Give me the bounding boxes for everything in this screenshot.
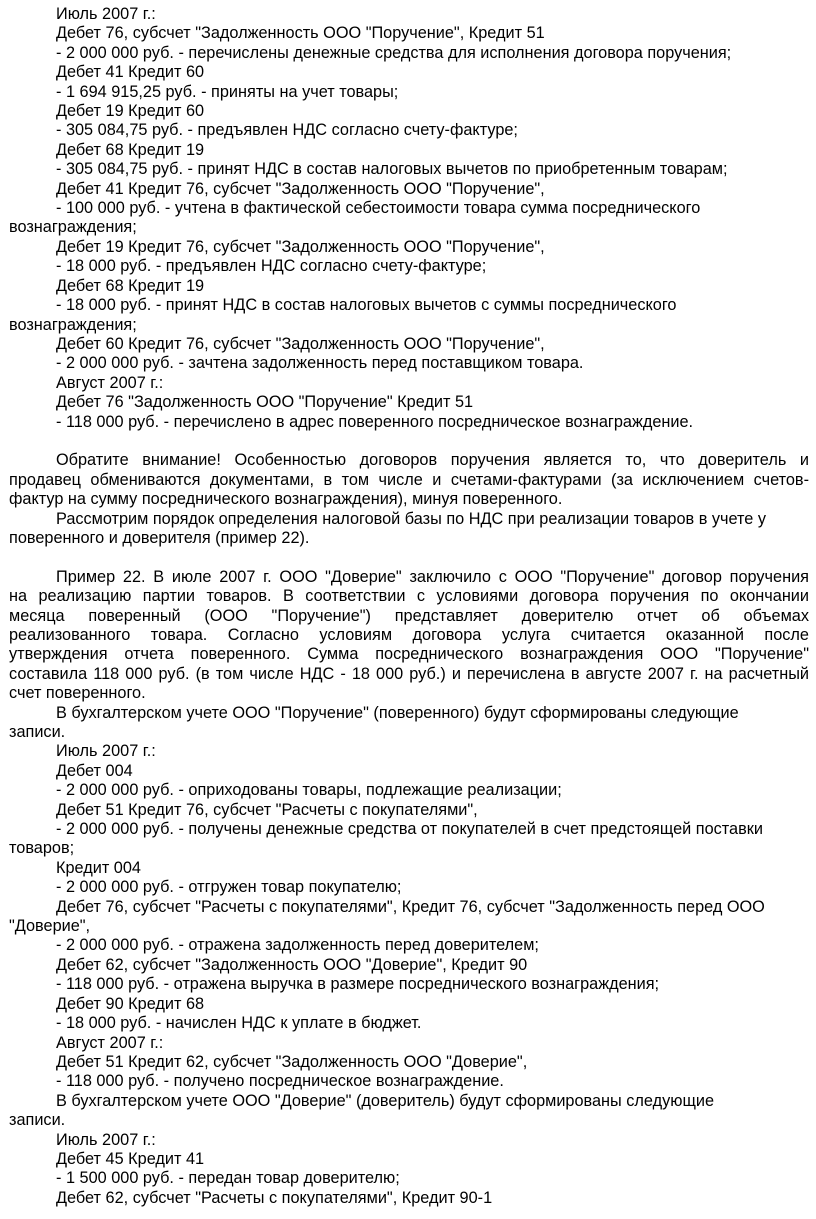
text-line: - 2 000 000 руб. - отгружен товар покупателю; (56, 878, 402, 897)
text-line: Кредит 004 (56, 858, 141, 877)
text-line: Дебет 45 Кредит 41 (56, 1149, 205, 1168)
text-line: В бухгалтерском учете ООО "Поручение" (поверенного) будут сформированы следующие (56, 703, 739, 722)
text-line: - 118 000 руб. - перечислено в адрес поверенного посредническое вознаграждение. (56, 412, 694, 431)
text-line: Дебет 41 Кредит 76, субсчет "Задолженность ООО "Поручение", (56, 179, 545, 198)
text-line: Дебет 19 Кредит 60 (56, 102, 205, 121)
text-line: записи. (9, 1111, 66, 1130)
text-line: - 2 000 000 руб. - зачтена задолженность перед поставщиком товара. (56, 354, 584, 373)
text-line: Дебет 68 Кредит 19 (56, 276, 205, 295)
text-line: Обратите внимание! Особенностью договоров поручения является то, что доверитель и (56, 451, 809, 470)
text-line: Дебет 62, субсчет "Расчеты с покупателями", Кредит 90-1 (56, 1188, 493, 1207)
text-line: вознаграждения; (9, 315, 137, 334)
text-line: Рассмотрим порядок определения налоговой базы по НДС при реализации товаров в учете у (56, 509, 767, 528)
text-line: счет поверенного. (9, 684, 146, 703)
text-line: вознаграждения; (9, 218, 137, 237)
text-line: В бухгалтерском учете ООО "Доверие" (доверитель) будут сформированы следующие (56, 1091, 715, 1110)
text-line: Дебет 41 Кредит 60 (56, 63, 205, 82)
text-line: - 305 084,75 руб. - принят НДС в состав налоговых вычетов по приобретенным товарам; (56, 160, 728, 179)
text-line: месяца поверенный (ООО "Поручение") представляет доверителю отчет об объемах (9, 606, 809, 625)
text-line: - 18 000 руб. - принят НДС в состав налоговых вычетов с суммы посреднического (56, 296, 677, 315)
blank-line (9, 432, 809, 451)
text-line: Август 2007 г.: (56, 373, 164, 392)
text-line: на реализацию партии товаров. В соответствии с условиями договора поручения по окончании (9, 587, 809, 606)
text-line: продавец обмениваются документами, в том числе и счетами-фактурами (за исключением счетов- (9, 470, 809, 489)
text-line: - 18 000 руб. - начислен НДС к уплате в бюджет. (56, 1014, 422, 1033)
text-line: Дебет 90 Кредит 68 (56, 994, 205, 1013)
text-line: фактур на сумму посреднического вознаграждения), минуя поверенного. (9, 490, 563, 509)
text-line: товаров; (9, 839, 75, 858)
text-line: - 1 694 915,25 руб. - приняты на учет товары; (56, 82, 399, 101)
text-line: - 118 000 руб. - отражена выручка в размере посреднического вознаграждения; (56, 975, 660, 994)
text-line: Дебет 51 Кредит 76, субсчет "Расчеты с покупателями", (56, 800, 478, 819)
text-line: - 1 500 000 руб. - передан товар доверителю; (56, 1169, 400, 1188)
text-line: Дебет 004 (56, 761, 133, 780)
text-line: Дебет 60 Кредит 76, субсчет "Задолженность ООО "Поручение", (56, 334, 545, 353)
text-line: Дебет 19 Кредит 76, субсчет "Задолженность ООО "Поручение", (56, 237, 545, 256)
text-line: поверенного и доверителя (пример 22). (9, 528, 310, 547)
text-line: - 2 000 000 руб. - перечислены денежные средства для исполнения договора поручения; (56, 43, 732, 62)
text-line: Пример 22. В июле 2007 г. ООО "Доверие" заключило с ООО "Поручение" договор поручения (56, 567, 809, 586)
text-line: Август 2007 г.: (56, 1033, 164, 1052)
text-line: - 305 084,75 руб. - предъявлен НДС согласно счету-фактуре; (56, 121, 518, 140)
text-line: Дебет 62, субсчет "Задолженность ООО "Доверие", Кредит 90 (56, 955, 528, 974)
text-line: - 18 000 руб. - предъявлен НДС согласно счету-фактуре; (56, 257, 487, 276)
text-line: реализованного товара. Согласно условиям договора услуга считается оказанной после (9, 625, 809, 644)
text-line: "Доверие", (9, 917, 91, 936)
text-line: - 118 000 руб. - получено посредническое вознаграждение. (56, 1072, 504, 1091)
text-line: - 2 000 000 руб. - отражена задолженность перед доверителем; (56, 936, 539, 955)
text-line: Июль 2007 г.: (56, 1130, 156, 1149)
text-line: Дебет 76, субсчет "Расчеты с покупателями", Кредит 76, субсчет "Задолженность перед ООО (56, 897, 765, 916)
blank-line (9, 548, 809, 567)
text-line: - 2 000 000 руб. - оприходованы товары, подлежащие реализации; (56, 781, 562, 800)
text-line: Дебет 51 Кредит 62, субсчет "Задолженность ООО "Доверие", (56, 1052, 528, 1071)
text-line: Дебет 76, субсчет "Задолженность ООО "Поручение", Кредит 51 (56, 24, 545, 43)
text-line: - 100 000 руб. - учтена в фактической себестоимости товара сумма посреднического (56, 199, 701, 218)
text-line: Июль 2007 г.: (56, 5, 156, 23)
text-line: утверждения отчета поверенного. Сумма посреднического вознаграждения ООО "Поручение" (9, 645, 809, 664)
document-body (9, 5, 809, 1208)
text-line: - 2 000 000 руб. - получены денежные средства от покупателей в счет предстоящей поставки (56, 820, 763, 839)
text-line: Дебет 76 "Задолженность ООО "Поручение" Кредит 51 (56, 393, 474, 412)
text-line: записи. (9, 723, 66, 741)
text-line: составила 118 000 руб. (в том числе НДС - 18 000 руб.) и перечислена в августе 2007 г. на расчетный (9, 664, 809, 683)
text-line: Дебет 68 Кредит 19 (56, 140, 205, 159)
text-line: Июль 2007 г.: (56, 742, 156, 761)
